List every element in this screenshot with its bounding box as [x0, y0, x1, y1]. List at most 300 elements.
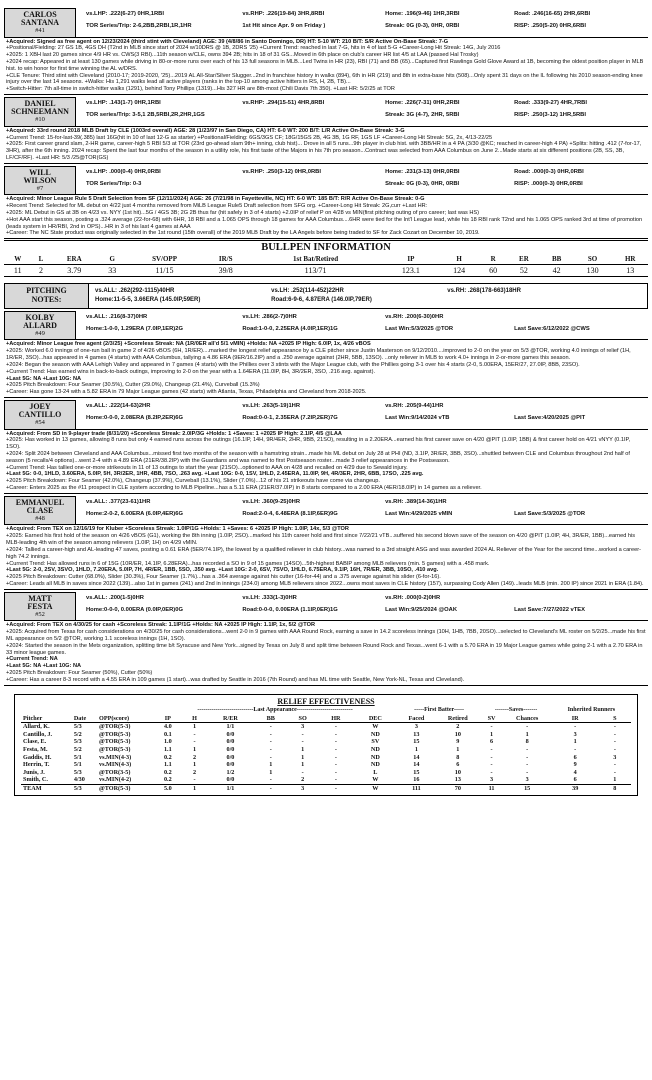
relief-cell: 70 [435, 784, 480, 792]
relief-cell: 15 [413, 738, 420, 746]
bullpen-title: BULLPEN INFORMATION [4, 240, 648, 255]
split-stat: Last Win:4/29/2025 vMIN [385, 510, 453, 517]
relief-cell: 9 [573, 761, 577, 769]
bullpen-value-cell: 33 [98, 264, 126, 277]
group-inherited-runners: Inherited Runners [567, 707, 616, 714]
relief-cell: 1 [269, 761, 273, 769]
relief-cell: 1/2 [226, 768, 235, 776]
relief-cell: 15 [503, 784, 552, 792]
relief-cell: 1/1 [206, 784, 255, 792]
player-split-stats [76, 400, 648, 430]
player-first-name: WILL [29, 167, 51, 177]
relief-cell: 14 [413, 753, 420, 761]
relief-header-cell: Faced [398, 715, 436, 723]
relief-cell: - [613, 723, 616, 731]
player-note-line: +Acquired: From TEX on 12/16/19 for Kluber +Scoreless Streak: 1.0IP/1G +Holds: 1 +Saves: 6 +2025 IP High: 1.0IP, 14x, 5/3 @TOR [6, 526, 349, 533]
split-stat: vs.RH: .205(9-44)1HR [385, 402, 444, 409]
relief-cell: @TOR(5-3) [99, 730, 131, 738]
relief-cell: - [574, 746, 577, 754]
player-name-box [4, 496, 76, 526]
player-note-line: +2025 Pitch Breakdown: Four Seamer (50%), Cutter (50%) [6, 670, 153, 677]
player-split-stats [76, 496, 648, 526]
relief-cell: Cantillo, J. [23, 730, 53, 738]
relief-cell: ND [370, 746, 380, 754]
relief-cell: - [334, 738, 337, 746]
relief-cell: - [490, 768, 493, 776]
split-stat: Road: .000(0-3) 0HR,0RBI [514, 168, 584, 175]
split-stat: vs.RHP: .250(3-12) 0HR,0RBI [242, 168, 321, 175]
split-stat: vs.RH: .200(6-30)0HR [385, 313, 444, 320]
player-notes [4, 340, 648, 398]
player-note-line: +Current Trend: Has allowed runs in 6 of 15G (10R/ER, 14.1IP, 6.28ERA)...has recorded a SO in 9 of 15 games (14SO)...5th-highest BABIP among MLB relievers (min. 5 games) with a .458 mark. [6, 560, 490, 567]
relief-cell: L [373, 768, 378, 776]
relief-header-cell: SV [480, 715, 502, 723]
relief-header-cell: IR [552, 715, 599, 723]
player-split-stats [76, 166, 648, 196]
bullpen-value-cell: 39/8 [203, 264, 249, 277]
split-stat: Last Save:5/3/2025 @TOR [514, 510, 586, 517]
split-stat: Home: .226(7-31) 0HR,2RBI [385, 100, 460, 107]
player-number: #52 [35, 610, 45, 618]
pitching-notes-stats [89, 284, 647, 308]
player-name-box [4, 97, 76, 127]
relief-cell: - [490, 723, 493, 731]
player-split-stats [76, 592, 648, 622]
relief-cell: - [613, 730, 616, 738]
player-note-line: +2025: Earned his first hold of the season on 4/26 vBOS (G1), working the 8th inning (1.0IP, 2SO)...marked his 11th career hold and first since 7/22/21 vTB...suffered his second blown save of the season on 4/20 @PIT (1.0IP, 4H, 3R/ER, 1BB)...earned his MLB-leading 4th win of the season among relievers (1.0IP, 1H) on 4/29 vMIN. [6, 533, 636, 547]
player-notes [4, 38, 648, 96]
player-last-name: SCHNEEMANN [11, 107, 69, 117]
relief-cell: 11 [480, 784, 502, 792]
relief-cell: - [269, 753, 272, 761]
player-note-line: +Hot AAA start this season, posting a .324 average (22-for-68) with 6HR, 18 RBI and a 1.065 OPS through 18 games for AAA Columbus....6HR were tied for the Int'l League lead, while his 18 RBI rank T2nd and his 1.065 OPS ranked 3rd at time of promotion (leads system in HR/RBI, 2nd in OPS)...HR in 3 of his last 4 games at AAA [6, 216, 643, 230]
bullpen-section [4, 240, 648, 309]
split-stat: RISP: .250(5-20) 0HR,6RBI [514, 22, 586, 29]
player-name-box [4, 400, 76, 430]
relief-cell: - [301, 738, 304, 746]
team-road-record: Road:6-9-6, 4.87ERA (146.0IP,79ER) [271, 297, 372, 304]
bullpen-header-cell: ERA [50, 255, 98, 264]
pitching-notes [4, 283, 648, 309]
player-note-line: +2024: Split 2024 between Cleveland and AAA Columbus...missed first two months of the season with a hamstring strain...made his ML debut on July 28 at PHI (ND, 3.1IP, 3R/ER, 3BB, 3SO)...shuttled between CLE and Columbus throughout 2nd half of season (5 recalls/4 options)...went 2-4 with a 4.89 ERA (21ER/38.2IP) with the Guardians and was named to first Postseason roster...made 3 relief appearances in the Postseason. [6, 451, 630, 464]
relief-cell: ND [370, 730, 380, 738]
relief-cell: 1 [573, 738, 577, 746]
split-stat: vs.ALL: .200(1-5)0HR [86, 594, 144, 601]
relief-cell: 8 [599, 784, 631, 792]
split-stat: vs.LHP: .143(1-7) 0HR,1RBI [86, 100, 161, 107]
split-stat [242, 181, 379, 193]
relief-cell: 10 [454, 768, 461, 776]
player-note-line: +Career: Leads all MLB in saves since 2022 (139)...also 1st in games (241) and 2nd in innings (234.0) among MLB relievers since 2022...owns most saves in CLE history (157), surpassing Cody Allen (149)...leads MLB (min. 200 IP) since 2021 in ERA (1.84). [6, 580, 644, 587]
split-stat: Road:2-0-4, 6.48ERA (8.1IP,6ER)9G [242, 510, 338, 517]
player-header [4, 496, 648, 526]
bullpen-header-cell: L [32, 255, 51, 264]
relief-cell: 16 [413, 776, 420, 784]
relief-cell: - [334, 746, 337, 754]
relief-cell: 6 [573, 753, 577, 761]
player-note-line: +Acquired: Signed as free agent on 12/23/2024 (third stint with Cleveland) AGE: 39 (4/8/86 in Santo Domingo, DR) HT: 5-10 WT: 210 B/T: S/R Active On-Base Streak: 7-G [6, 38, 449, 45]
relief-cell: vs.MIN(4-3) [99, 753, 132, 761]
player-note-line: +Current Trend: Has tallied one-or-more strikeouts in 11 of 13 outings to start the year (21SO)...optioned to AAA on 4/28 and recalled on 4/29 due to Sewald injury. [6, 464, 408, 471]
player-notes [4, 430, 648, 494]
relief-cell: W [353, 784, 397, 792]
team-vs-all: vs.ALL: .262(292-1115)40HR [95, 288, 175, 295]
player-name-box [4, 8, 76, 38]
player-first-name: JOEY [29, 401, 51, 411]
split-stat: Road:0-0-0, 0.00ERA (1.1IP,0ER)1G [242, 606, 338, 613]
split-stat: Road:1-0-0, 2.25ERA (4.0IP,1ER)1G [242, 325, 338, 332]
relief-cell: 4.0 [163, 723, 172, 731]
split-stat: Road:0-0-1, 2.35ERA (7.2IP,2ER)7G [242, 414, 338, 421]
player-name-box [4, 311, 76, 341]
group-first-batter: -----First Batter----- [414, 707, 464, 714]
relief-cell: 0/0 [226, 753, 235, 761]
relief-cell: 6 [573, 776, 577, 784]
relief-cell: - [526, 761, 529, 769]
player-first-name: KOLBY [25, 312, 55, 322]
relief-cell: 2 [301, 776, 305, 784]
player-name-box [4, 166, 76, 196]
split-stat: Road: .246(16-65) 2HR,6RBI [514, 11, 591, 17]
relief-cell: 1/1 [226, 723, 235, 731]
split-stat: Home:0-0-0, 0.00ERA (0.0IP,0ER)0G [86, 606, 183, 613]
relief-cell: 0/0 [226, 730, 235, 738]
player-note-line: +Acquired: From TEX on 4/30/25 for cash +Scoreless Streak: 1.1IP/1G +Holds: NA +2025 IP High: 1.1IP, 1x, 5/2 @TOR [6, 622, 315, 629]
relief-cell: 0/0 [226, 746, 235, 754]
relief-cell: 0.1 [163, 730, 172, 738]
relief-cell: 5/3 [73, 723, 82, 731]
team-vs-rh: vs.RH: .268(178-663)18HR [447, 288, 521, 295]
bullpen-value-cell: 11 [4, 264, 32, 277]
group-saves: -------Saves------- [494, 707, 538, 714]
relief-cell: 2 [192, 768, 197, 776]
relief-cell: 5/2 [73, 746, 82, 754]
relief-cell: ND [370, 753, 380, 761]
relief-cell: - [334, 753, 337, 761]
player-section [4, 8, 648, 239]
player-note-line: +2024 recap: Appeared in at least 130 games while driving in 80-or-more runs over each of his 13 full seasons in MLB...Led Twins in HR (23), RBI (71) and BB (65)...Captured first Rawlings Gold Glove Award at 1B, becoming the oldest position player in MLB hist. to win honor for first time winning the AL w/DRS. [6, 59, 644, 72]
player-note-line: +2025 Pitch Breakdown: Four Seamer (42.0%), Changeup (37.9%), Curveball (13.1%), Slider (7.0%)...12 of his 21 strikeouts have come via changeup. [6, 478, 380, 485]
player-number: #41 [35, 26, 45, 34]
split-stat: vs.ALL: .222(14-63)2HR [86, 402, 151, 409]
relief-cell: - [193, 776, 196, 784]
relief-header-cell: SO [287, 715, 319, 723]
player-header [4, 97, 648, 127]
player-note-line: +Last 5G: NA +Last 10G: NA [6, 375, 82, 382]
bullpen-header-cell: 1st Bat/Retired [249, 255, 383, 264]
relief-table-row [21, 769, 631, 777]
relief-cell: Gaddis, H. [23, 753, 52, 761]
bullpen-value-cell: 130 [573, 264, 613, 277]
split-stat [514, 595, 644, 607]
split-stat: vs.LH: .286(2-7)0HR [242, 313, 297, 320]
relief-cell: 0/0 [226, 738, 235, 746]
player-header [4, 592, 648, 622]
bullpen-header-cell: BB [541, 255, 573, 264]
split-stat: vs.LH: .360(9-25)0HR [242, 498, 301, 505]
relief-cell: - [490, 761, 493, 769]
relief-table-row [21, 754, 631, 762]
relief-cell: 3 [525, 776, 529, 784]
relief-cell: vs.MIN(4-3) [99, 761, 132, 769]
relief-cell: Herrin, T. [23, 761, 50, 769]
split-stat: Streak: 3G (4-7), 2HR, 5RBI [385, 111, 460, 118]
player-first-name: MATT [28, 593, 52, 603]
relief-cell: 1 [192, 761, 197, 769]
player-first-name: CARLOS [23, 10, 57, 19]
bullpen-header-cell: W [4, 255, 32, 264]
bullpen-header-cell: IR/S [203, 255, 249, 264]
relief-cell: - [526, 753, 529, 761]
player-note-line: +Switch-Hitter: 7th all-time in switch-hitter walks (1291), behind Tony Phillips (1319)...His 327 HR are 8th-most (Chili Davis 7th 350). +Last HR: 5/2/25 at TOR [6, 86, 395, 93]
relief-cell: - [193, 738, 196, 746]
relief-cell: - [269, 723, 272, 731]
pitching-notes-label: PITCHING NOTES: [5, 284, 89, 308]
relief-cell: - [613, 761, 616, 769]
player-number: #7 [36, 184, 44, 192]
player-note-line: +Acquired: 33rd round 2018 MLB Draft by CLE (1003rd overall) AGE: 28 (1/23/97 in San Diego, CA) HT: 6-0 WT: 200 B/T: L/R Active On-Base Streak: 3-G [6, 127, 405, 134]
relief-cell: - [526, 746, 529, 754]
team-vs-lh: vs.LH: .252(114-452)22HR [271, 288, 344, 295]
player-note-line: +Career: Has gone 13-24 with a 5.82 ERA in 79 Major League games (42 starts) with Atlanta, Texas, Philadelphia and Cleveland from 2018-2025. [6, 389, 367, 396]
split-stat: vs.LHP: .222(6-27) 0HR,1RBI [86, 11, 164, 17]
split-stat: vs.RHP: .226(19-84) 3HR,8RBI [242, 11, 325, 17]
relief-cell: 3 [301, 723, 305, 731]
player-note-line: +2025: Worked 6.0 innings of one-run ball in game 2 of 4/26 vBOS (6H, 1R/ER)....marked the longest relief appearance by a CLE pitcher since Justin Masterson on 9/12/2010....improved to 2-0 on the year on 5/3 @TOR, working 4.0 innings of relief (1H, 1R/ER, 3SO)...has appeared in 4 games (4 starts) with AAA Columbus, tallying a 4.86 ERA (9ER/16.2IP) and a .250 average against (2HR, 5BB, 13SO). ..only reliever in MLB to work 4.0+ innings in 2-or-more games this season. [6, 348, 631, 362]
relief-cell: - [490, 753, 493, 761]
relief-table-row [21, 746, 631, 754]
player-number: #10 [35, 115, 45, 123]
player-notes [4, 195, 648, 239]
relief-cell: 13 [413, 730, 420, 738]
bullpen-header-cell: H [439, 255, 479, 264]
player-note-line: +2025: Has worked in 13 games, allowing 8 runs but only 4 earned runs across the outings (16.1IP, 14H, 9R/4ER, 2HR, 9BB, 21SO), resulting in a 2.20ERA...earned his first career save on 4/20 @PIT (1.0IP, 1BB) & first career hold on 4/21 vNYY (0.1IP, 1SO). [6, 437, 631, 451]
player-split-stats [76, 8, 648, 38]
relief-table-row [21, 723, 631, 731]
player-number: #49 [35, 329, 45, 337]
bullpen-value-cell: 52 [507, 264, 540, 277]
bullpen-value-cell: 113/71 [249, 264, 383, 277]
relief-cell: 1 [301, 761, 305, 769]
relief-cell: 5.0 [153, 784, 184, 792]
relief-cell: - [319, 784, 354, 792]
player-note-line: +Current Trend: NA [6, 656, 58, 663]
player-note-line: +Acquired: Minor League Rule 5 Draft Selection from SF (12/11/2024) AGE: 26 (7/21/98 in Fayetteville, NC) HT: 6-0 WT: 185 B/T: R/R Active On-Base Streak: 0-G [6, 196, 425, 203]
player-note-line: +Acquired: Minor League free agent (2/3/25) +Scoreless Streak: NA (1R/0ER all'd 5/1 vMIN) +Holds: NA +2025 IP High: 6.0IP, 1x, 4/26 vBOS [6, 341, 371, 348]
split-stat: vs.LH: .333(1-3)0HR [242, 594, 297, 601]
player-note-line: +2024: Began the season with AAA Lehigh Valley and appeared in 7 games (4 starts) with the Phillies over 3 stints with the Major League club, with the Phillies going 3-1 over his 4 starts (2-0, 5.00ERA, 15ER/27, 27.0IP, 8BB, 23SO). [6, 361, 580, 368]
relief-cell: 5/1 [73, 753, 82, 761]
relief-cell: 1 [183, 784, 206, 792]
player-header [4, 400, 648, 430]
relief-cell: 1 [456, 746, 460, 754]
bullpen-value-cell: 60 [479, 264, 507, 277]
relief-cell: 10 [454, 730, 461, 738]
player-note-line: +CLE Tenure: Third stint with Cleveland (2010-17; 2019-2020, '25)...2019 AL All-Star/Silver Slugger...2nd in franchise history in walks (894), 6th in HR (219) and 8th in extra-base hits (508)...Only spent 31 days on the IL following his 2010 season-ending knee injury over the last 14 seasons. +Walks: His 1,291 walks lead all active players (ranks in the top-10 among active hitters in RS, H, 2B, TB)... [6, 72, 643, 86]
relief-cell: @TOR(5-3) [97, 784, 153, 792]
player-note-line: +Acquired: From SD in 9-player trade (8/31/20) +Scoreless Streak: 2.0IP/3G +Holds: 1 +Saves: 1 +2025 IP High: 2.1IP, 4/5 @LAA [6, 430, 342, 437]
relief-cell: 4/30 [73, 776, 85, 784]
relief-cell: 1.0 [163, 738, 172, 746]
relief-cell: 1 [525, 730, 529, 738]
player-last-name: CANTILLO [18, 410, 62, 420]
player-first-name: DANIEL [24, 99, 56, 109]
relief-cell: 5/3 [73, 768, 82, 776]
relief-cell: - [334, 768, 337, 776]
relief-cell: 15 [413, 768, 420, 776]
bullpen-header-cell: G [98, 255, 126, 264]
bullpen-value-cell: 123.1 [383, 264, 440, 277]
player-note-line: +Current Trend: 15-for-last-39(.385) last 16G(hit in 10 of last 12-G as starter) +Positional/Fielding: 6GS/3GS CF; 18G/15GS 2B, 4G 3B, 1G RF, 1GS LF +Career-Long Hit Streak: 5G, 2x, 4/13-22/25 [6, 134, 493, 141]
relief-cell: 2 [456, 723, 460, 731]
bullpen-header-cell: IP [383, 255, 440, 264]
relief-cell: 0.2 [163, 753, 172, 761]
player-header [4, 311, 648, 341]
relief-cell: 5/3 [73, 738, 82, 746]
relief-cell: 1 [613, 776, 617, 784]
relief-cell: 0.2 [163, 776, 172, 784]
relief-cell: - [526, 768, 529, 776]
relief-cell: TEAM [21, 784, 72, 792]
relief-cell: 9 [456, 738, 460, 746]
player-note-line: +Current Trend: Has earned wins in back-to-back outings, improving to 2-0 on the year with a 1.64ERA (11.0IP, 8H, 3R/2ER, 3SO, .216 avg. against). [6, 368, 376, 375]
player-note-line: +2024: Started the season in the Mets organization, splitting time b/t Syracuse and New York...signed by Texas on July 8 and split time between Round Rock and Texas...went 6-1 with a 5.70 ERA in 19 Major League games while going 2-1 with a 2.70 ERA in 33 minor league games. [6, 642, 643, 656]
relief-cell: @TOR(5-3) [99, 723, 131, 731]
relief-title: RELIEF EFFECTIVENESS [277, 696, 375, 706]
player-last-name: FESTA [27, 602, 53, 612]
bullpen-header-cell: HR [612, 255, 648, 264]
relief-cell: @TOR(3-5) [99, 768, 131, 776]
player-note-line: +2025 Pitch Breakdown: Cutter (68.0%), Slider (30.3%), Four Seamer (1.7%)...has a .364 average against his cutter (16-for-44) and a .375 average against his slider (6-for-16). [6, 574, 441, 581]
split-stat: vs.RH: .389(14-36)1HR [385, 498, 447, 505]
relief-cell: 39 [552, 784, 599, 792]
relief-cell: Smith, C. [23, 776, 48, 784]
player-last-name: WILSON [23, 176, 57, 186]
player-note-line: +2024: Tallied a career-high and AL-leading 47 saves, posting a 0.61 ERA (5ER/74.1IP), the lowest by a qualified reliever in club history...was named to a 3rd straight ASG and was awarded 2024 AL Reliever of the Year for the second time...worked a career-high 74.2 innings. [6, 546, 641, 560]
relief-table-row [21, 784, 631, 792]
split-stat: Last Win:9/14/2024 vTB [385, 414, 450, 421]
relief-cell: - [613, 738, 616, 746]
player-notes [4, 525, 648, 589]
player-header [4, 166, 648, 196]
relief-cell: - [269, 776, 272, 784]
split-stat [514, 499, 644, 511]
relief-cell: 13 [454, 776, 461, 784]
relief-cell: 1.1 [163, 761, 172, 769]
relief-cell: W [372, 776, 379, 784]
relief-cell: - [193, 730, 196, 738]
split-stat: TOR Series/Trip: 0-3 [86, 180, 142, 187]
relief-cell: 0/0 [226, 761, 235, 769]
relief-table-row [21, 776, 631, 784]
player-notes [4, 621, 648, 685]
relief-cell: 5/2 [73, 730, 82, 738]
relief-cell: - [301, 730, 304, 738]
player-note-line: +Positional/Fielding: 27 GS 1B, 4GS DH (T2nd in MLB since start of 2024 w/10DRS @ 1B, 2DRS '25) +Current Trend: reached in last 7-G, hits in 4 of last 5-G +Career-Long Hit Streak: 14G, July 2016 [6, 45, 501, 52]
relief-cell: 3 [613, 753, 617, 761]
relief-cell: vs.MIN(4-2) [99, 776, 132, 784]
split-stat: TOR series/Trip: 3-5,1 2B,5RBI,2R,2HR,1GS [86, 111, 205, 118]
relief-cell: 6 [490, 738, 494, 746]
split-stat: Last Save:4/20/2025 @PIT [514, 414, 586, 421]
relief-cell: 0/0 [226, 776, 235, 784]
relief-cell: 2 [192, 753, 197, 761]
relief-cell: ND [370, 761, 380, 769]
relief-cell: 1 [490, 730, 494, 738]
relief-header-cell: BB [255, 715, 287, 723]
relief-cell: - [301, 768, 304, 776]
bullpen-header-cell: R [479, 255, 507, 264]
relief-header-cell: DEC [353, 715, 397, 723]
bullpen-value-cell: 42 [541, 264, 573, 277]
player-note-line: +Last 5G: 2-0, 2SV, 3SVO, 1HLD, 7.20ERA, 5.0IP, 7H, 4R/ER, 1BB, 5SO, .350 avg. +Last 10G: 2-0, 6SV, 7SVO, 1HLD, 6.75ERA, 9.1IP, 16H, 7R/ER, 3BB, 10SO, .410 avg. [6, 567, 439, 574]
player-last-name: ALLARD [23, 321, 57, 331]
split-stat: vs.ALL: .216(8-37)0HR [86, 313, 148, 320]
player-split-stats [76, 97, 648, 127]
split-stat: Home:2-0-2, 6.00ERA (6.0IP,4ER)6G [86, 510, 183, 517]
relief-cell: 1 [414, 746, 418, 754]
relief-cell: 5/3 [72, 784, 97, 792]
player-note-line: +Career: The NC State product was originally selected in the 1st round (15th overall) of the 2019 MLB Draft by the LA Angels before being traded to SF for Zack Cozart on December 10, 2019. [6, 230, 480, 237]
split-stat: Home: .231(3-13) 0HR,0RBI [385, 168, 460, 175]
relief-header-cell: Chances [503, 715, 552, 723]
relief-header-cell: S [599, 715, 631, 723]
relief-cell: - [255, 784, 287, 792]
split-stat: vs.RHP: .294(15-51) 4HR,8RBI [242, 100, 325, 107]
relief-cell: 1 [192, 746, 197, 754]
pitcher-section [4, 311, 648, 686]
relief-cell: 5/1 [73, 761, 82, 769]
bullpen-header-cell: ER [507, 255, 540, 264]
split-stat: Last Save:7/27/2022 vTEX [514, 606, 586, 613]
group-last-appearance: ----------------------------Last Appearance---------------------------- [197, 707, 353, 714]
relief-cell: - [269, 746, 272, 754]
relief-cell: 1 [269, 768, 273, 776]
relief-table-row [21, 738, 631, 746]
bullpen-value-cell: 3.79 [50, 264, 98, 277]
relief-cell: 1.1 [163, 746, 172, 754]
split-stat: vs.LH: .263(5-19)1HR [242, 402, 301, 409]
relief-cell: 8 [456, 753, 460, 761]
player-note-line: +2025: First career grand slam, 2-HR game, career-high 5 RBI 5/3 at TOR (23rd go-ahead slam 9th+ inning, club hist)... Drove in all 5 runs...9th player in club hist. with 3BB/HR in a 4 PA (3/30 @KC; reached in career-high 4 PA) +Splits: hitting .412 (7-for-17, 3HR), after the 6th inning. 2024 recap: Spent the last four months of the season in a utility role, his first taste of the Majors in his 7th pro season...Contract was selected from AAA Columbus on June 2...Made starts at six different positions (2B, SS, 3B, LF/CF/RF). +Last HR: 5/3 /25@TOR(GS) [6, 141, 642, 161]
relief-cell: @TOR(5-3) [99, 738, 131, 746]
player-last-name: CLASE [26, 506, 54, 516]
relief-cell: 1 [192, 723, 197, 731]
relief-cell: 3 [287, 784, 319, 792]
player-note-line: +Career: Enters 2025 as the #11 prospect in CLE system according to MLB Pipeline...has a 5.11 ERA (21ER/37.0IP) in 8 starts compared to a 2.00 ERA (4ER/18.0IP) in 14 games as a reliever. [6, 485, 482, 492]
split-stat: Home:1-0-0, 1.29ERA (7.0IP,1ER)2G [86, 325, 183, 332]
player-number: #48 [35, 514, 45, 522]
split-stat: Streak: 0G (0-3), 0HR, 0RBI [385, 22, 460, 29]
relief-header-cell: IP [153, 715, 184, 723]
split-stat: Home: .196(9-46) 1HR,3RBI [385, 11, 460, 17]
relief-cell: 1 [301, 746, 305, 754]
split-stat: 1st Hit since Apr. 9 on Friday ) [242, 22, 326, 29]
split-stat [514, 403, 644, 415]
relief-cell: 3 [573, 730, 577, 738]
relief-cell: - [269, 738, 272, 746]
player-header [4, 8, 648, 38]
relief-cell: - [526, 723, 529, 731]
relief-header-cell: H [183, 715, 206, 723]
player-note-line: +2025: ML Debut in GS at 3B on 4/23 vs. NYY (1st hit)...5G / 4GS 3B; 2G 2B thus far (hit safely in 3 of 4 starts) +2.0IP of relief P on 4/28 vs MIN(first pitching outing of pro career; last was HS) [6, 209, 479, 216]
bullpen-header-cell: SV/OPP [126, 255, 202, 264]
split-stat: Streak: 0G (0-3), 0HR, 0RBI [385, 180, 460, 187]
team-home-record: Home:11-5-5, 3.66ERA (145.0IP,59ER) [95, 297, 201, 304]
player-note-line: +Recent Trend: Selected for ML debut on 4/22 just 4 months removed from MiLB League Rule5 Draft selection from SFG org. +Career-Long Hit Streak: 2G,curr +Last HR: [6, 203, 428, 210]
relief-cell: 3 [490, 776, 494, 784]
split-stat: Last Win:5/3/2025 @TOR [385, 325, 454, 332]
